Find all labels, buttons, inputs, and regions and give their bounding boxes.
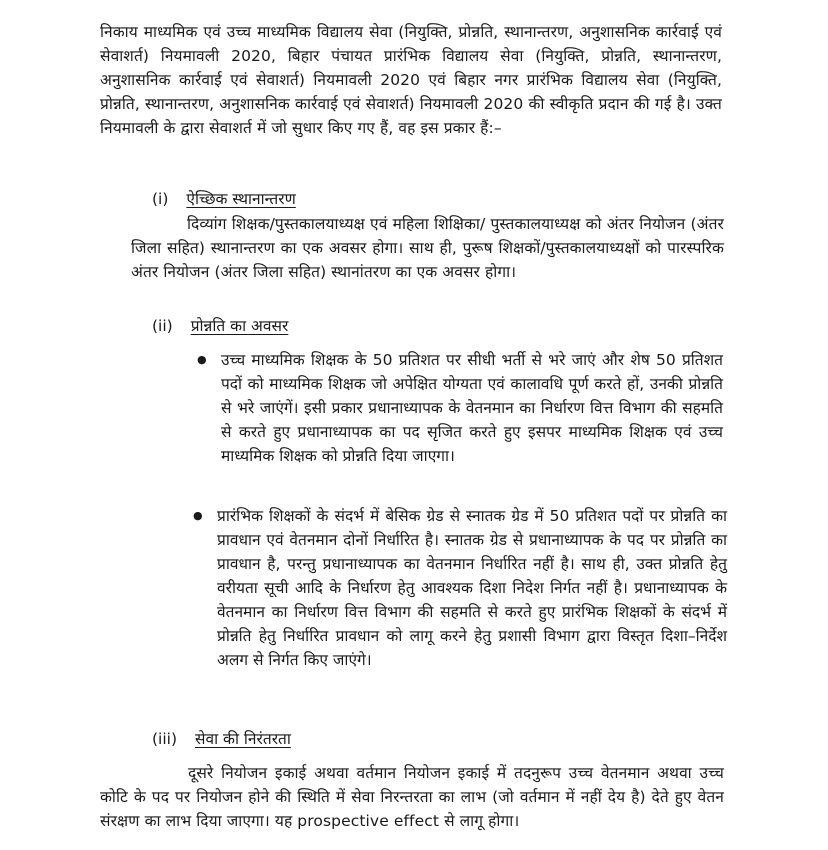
section-heading-service-continuity: [152, 727, 291, 751]
section-number: (i): [152, 190, 169, 208]
bullet-item-higher-secondary-promotion: ● उच्च माध्यमिक शिक्षक के 50 प्रतिशत पर सीधी भर्ती से भरे जाएं और शेष 50 प्रतिशत पदों को माध्यमिक शिक्षक जो अपेक्षित योग्यता एवं कालावधि पूर्ण करते हों, उनकी प्रोन्नति से भरे जाएंगें। इसी प्रकार प्रधानाध्यापक के वेतनमान का निर्धारण वित्त विभाग की सहमति से करते हुए प्रधानाध्यापक का पद सृजित करते हुए इसपर माध्यमिक शिक्षक एवं उच्च माध्यमिक शिक्षक को प्रोन्नति दिया जाएगा।: [197, 348, 723, 468]
section-heading-promotion: [152, 314, 288, 338]
section-body-service-continuity: दूसरे नियोजन इकाई अथवा वर्तमान नियोजन इकाई में तदनुरूप उच्च वेतनमान अथवा उच्च कोटि के पद पर नियोजन होने की स्थिति में सेवा निरन्तरता का लाभ (जो वर्तमान में नहीं देय है) देते हुए वेतन संरक्षण का लाभ दिया जाएगा। यह prospective effect से लागू होगा।: [100, 764, 724, 830]
section-heading-voluntary-transfer: [152, 187, 296, 211]
section-number: (ii): [152, 317, 173, 335]
section-title: प्रोन्नति का अवसर: [190, 317, 289, 335]
section-number: (iii): [152, 730, 178, 748]
section-body-voluntary-transfer: दिव्यांग शिक्षक/पुस्तकालयाध्यक्ष एवं महिला शिक्षिका/ पुस्तकालयाध्यक्ष को अंतर नियोजन (अंतर जिला सहित) स्थानान्तरण का एक अवसर होगा। साथ ही, पुरूष शिक्षकों/पुस्तकालयाध्यक्षों को पारस्परिक अंतर नियोजन (अंतर जिला सहित) स्थानांतरण का एक अवसर होगा।: [131, 215, 724, 281]
section-title: ऐच्छिक स्थानान्तरण: [186, 190, 296, 208]
section-title: सेवा की निरंतरता: [195, 730, 291, 748]
intro-paragraph: निकाय माध्यमिक एवं उच्च माध्यमिक विद्यालय सेवा (नियुक्ति, प्रोन्नति, स्थानान्तरण, अनुशासनिक कार्रवाई एवं सेवाशर्त) नियमावली 2020, बिहार पंचायत प्रारंभिक विद्यालय सेवा (नियुक्ति, प्रोन्नति, स्थानान्तरण, अनुशासनिक कार्रवाई एवं सेवाशर्त) नियमावली 2020 एवं बिहार नगर प्रारंभिक विद्यालय सेवा (नियुक्ति, प्रोन्नति, स्थानान्तरण, अनुशासनिक कार्रवाई एवं सेवाशर्त) नियमावली 2020 की स्वीकृति प्रदान की गई है। उक्त नियमावली के द्वारा सेवाशर्त में जो सुधार किए गए हैं, वह इस प्रकार हैं:–: [100, 23, 722, 137]
bullet-item-elementary-promotion: ● प्रारंभिक शिक्षकों के संदर्भ में बेसिक ग्रेड से स्नातक ग्रेड में 50 प्रतिशत पदों पर प्रोन्नति का प्रावधान एवं वेतनमान दोनों निर्धारित है। स्नातक ग्रेड से प्रधानाध्यापक के पद पर प्रोन्नति का प्रावधान है, परन्तु प्रधानाध्यापक का वेतनमान निर्धारित नहीं है। साथ ही, उक्त प्रोन्नति हेतु वरीयता सूची आदि के निर्धारण हेतु आवश्यक दिशा निदेश निर्गत नहीं है। प्रधानाध्यापक के वेतनमान का निर्धारण वित्त विभाग की सहमति से करते हुए प्रारंभिक शिक्षकों के संदर्भ में प्रोन्नति हेतु निर्धारित प्रावधान को लागू करने हेतु प्रशासी विभाग द्वारा विस्तृत दिशा–निर्देश अलग से निर्गत किए जाएंगे।: [193, 504, 727, 672]
